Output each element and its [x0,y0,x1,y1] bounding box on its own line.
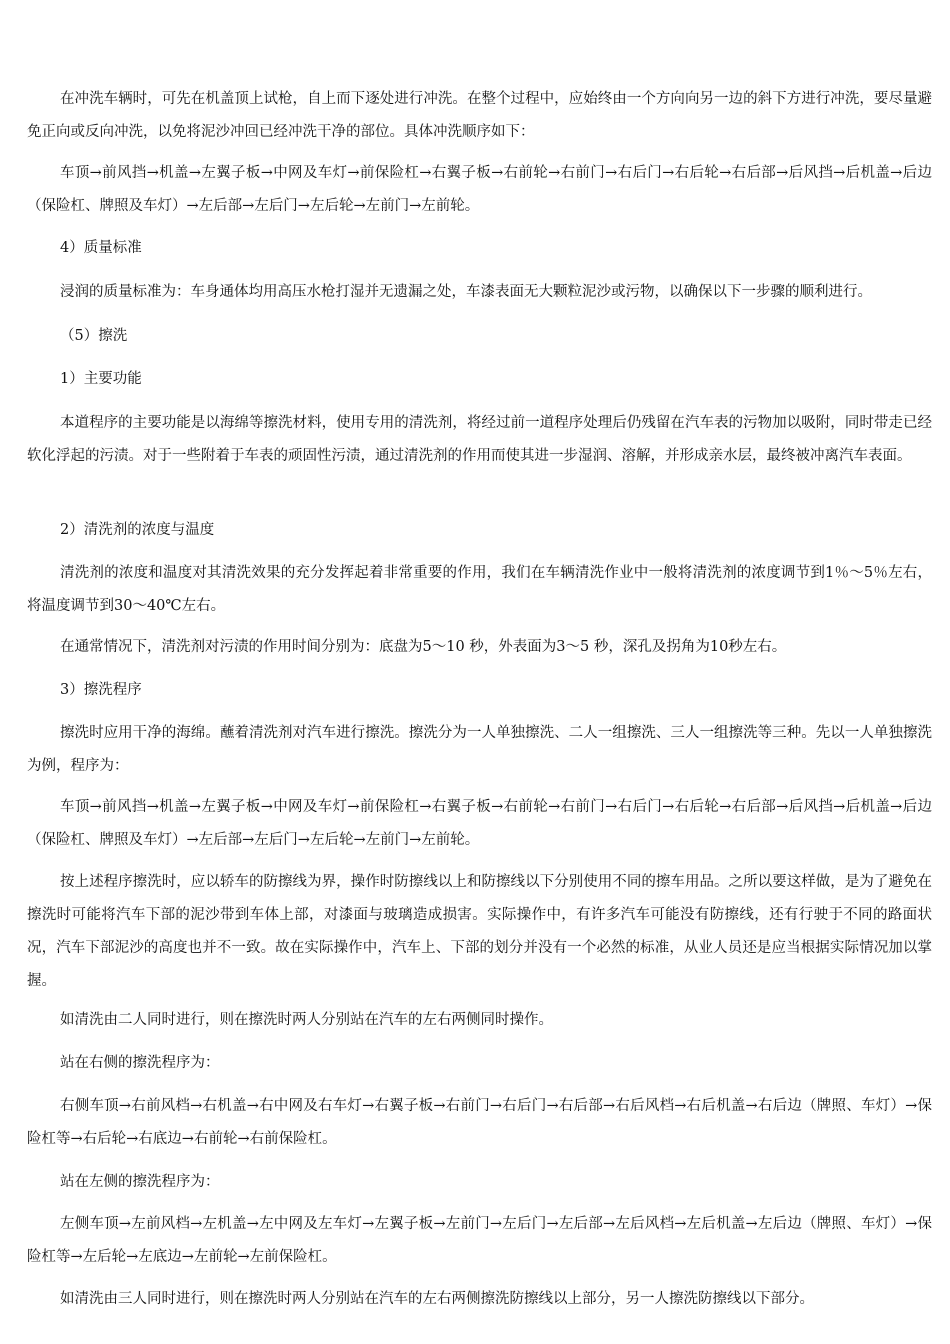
paragraph-rub-line: 按上述程序擦洗时，应以轿车的防擦线为界，操作时防擦线以上和防擦线以下分别使用不同的擦车用品。之所以要这样做，是为了避免在擦洗时可能将汽车下部的泥沙带到车体上部，对漆面与玻璃造成损害。实际操作中，有许多汽车可能没有防擦线，还有行驶于不同的路面状况，汽车下部泥沙的高度也并不一致。故在实际操作中，汽车上、下部的划分并没有一个必然的标准，从业人员还是应当根据实际情况加以掌握。 [27,874,932,989]
heading-scrub-procedure: 3）擦洗程序 [60,682,142,698]
heading-quality-standard: 4）质量标准 [60,240,142,256]
paragraph-scrub-sequence: 车顶→前风挡→机盖→左翼子板→中网及车灯→前保险杠→右翼子板→右前轮→右前门→右后门→右后轮→右后部→后风挡→后机盖→后边（保险杠、牌照及车灯）→左后部→左后门→左后轮→左前门→左前轮。 [27,799,932,848]
paragraph-rinse-sequence: 车顶→前风挡→机盖→左翼子板→中网及车灯→前保险杠→右翼子板→右前轮→右前门→右后门→右后轮→右后部→后风挡→后机盖→后边（保险杠、牌照及车灯）→左后部→左后门→左后轮→左前门→左前轮。 [27,165,932,214]
paragraph-left-side-intro: 站在左侧的擦洗程序为： [60,1174,220,1190]
paragraph-left-side-sequence: 左侧车顶→左前风档→左机盖→左中网及左车灯→左翼子板→左前门→左后门→左后部→左后风档→左后机盖→左后边（牌照、车灯）→保险杠等→左后轮→左底边→左前轮→左前保险杠。 [27,1216,932,1265]
paragraph-quality-standard: 浸润的质量标准为：车身通体均用高压水枪打湿并无遗漏之处，车漆表面无大颗粒泥沙或污物，以确保以下一步骤的顺利进行。 [60,284,872,300]
paragraph-two-person: 如清洗由二人同时进行，则在擦洗时两人分别站在汽车的左右两侧同时操作。 [60,1012,553,1028]
document-page [27,0,932,1344]
paragraph-action-time: 在通常情况下，清洗剂对污渍的作用时间分别为：底盘为5～10 秒，外表面为3～5 秒，深孔及拐角为10秒左右。 [60,639,787,655]
heading-scrub: （5）擦洗 [60,328,128,344]
heading-cleaner-concentration: 2）清洗剂的浓度与温度 [60,522,215,538]
paragraph-rinse-method: 在冲洗车辆时，可先在机盖顶上试枪，自上而下逐处进行冲洗。在整个过程中，应始终由一个方向向另一边的斜下方进行冲洗，要尽量避免正向或反向冲洗，以免将泥沙冲回已经冲洗干净的部位。具体冲洗顺序如下： [27,91,932,140]
paragraph-main-function: 本道程序的主要功能是以海绵等擦洗材料，使用专用的清洗剂，将经过前一道程序处理后仍残留在汽车表的污物加以吸附，同时带走已经软化浮起的污渍。对于一些附着于车表的顽固性污渍，通过清洗剂的作用而使其进一步湿润、溶解，并形成亲水层，最终被冲离汽车表面。 [27,415,932,464]
paragraph-right-side-sequence: 右侧车顶→右前风档→右机盖→右中网及右车灯→右翼子板→右前门→右后门→右后部→右后风档→右后机盖→右后边（牌照、车灯）→保险杠等→右后轮→右底边→右前轮→右前保险杠。 [27,1098,932,1147]
paragraph-three-person: 如清洗由三人同时进行，则在擦洗时两人分别站在汽车的左右两侧擦洗防擦线以上部分，另一人擦洗防擦线以下部分。 [60,1291,814,1307]
paragraph-cleaner-concentration: 清洗剂的浓度和温度对其清洗效果的充分发挥起着非常重要的作用，我们在车辆清洗作业中一般将清洗剂的浓度调节到1％～5％左右，将温度调节到30～40℃左右。 [27,565,932,614]
paragraph-scrub-procedure: 擦洗时应用干净的海绵。蘸着清洗剂对汽车进行擦洗。擦洗分为一人单独擦洗、二人一组擦洗、三人一组擦洗等三种。先以一人单独擦洗为例，程序为： [27,725,932,774]
paragraph-right-side-intro: 站在右侧的擦洗程序为： [60,1055,220,1071]
heading-main-function: 1）主要功能 [60,371,142,387]
